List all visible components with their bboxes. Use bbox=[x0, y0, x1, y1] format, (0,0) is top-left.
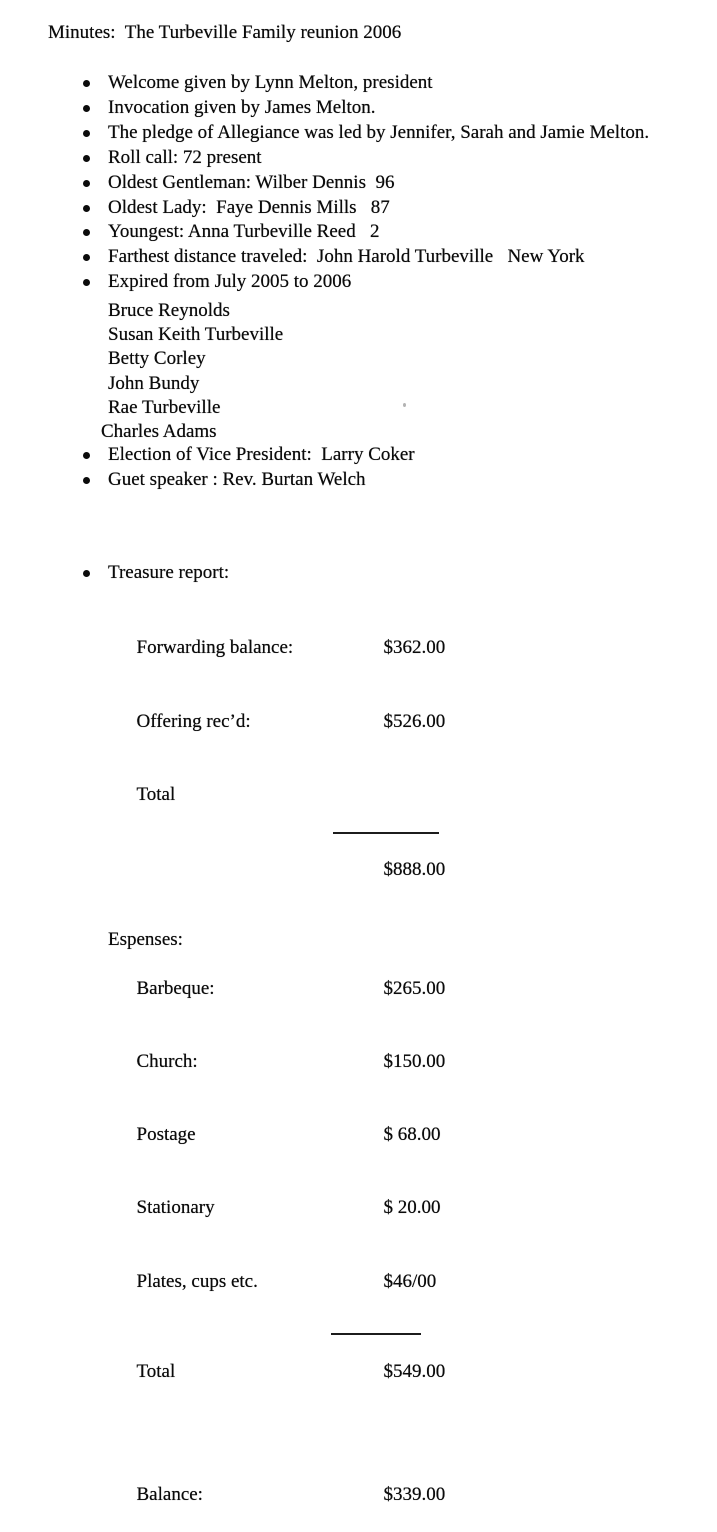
treasure-report bbox=[108, 612, 668, 1532]
row-amount: $46/00 bbox=[383, 1270, 437, 1292]
row-amount: $362.00 bbox=[383, 637, 446, 659]
bullet-item-expired: Expired from July 2005 to 2006 bbox=[0, 270, 717, 295]
report-row-offering bbox=[108, 685, 668, 758]
report-row-forwarding-balance bbox=[108, 612, 668, 685]
minutes-bullet-list bbox=[0, 71, 717, 295]
row-label: Forwarding balance: bbox=[136, 637, 294, 659]
row-label: Plates, cups etc. bbox=[136, 1270, 258, 1292]
expired-names-list bbox=[101, 299, 284, 444]
bullet-item-vice-president: Election of Vice President: Larry Coker bbox=[0, 443, 717, 468]
bullet-item-roll-call: Roll call: 72 present bbox=[0, 146, 717, 171]
report-row-balance bbox=[108, 1459, 668, 1532]
expired-name: Charles Adams bbox=[101, 421, 217, 443]
row-label: Offering rec’d: bbox=[136, 710, 251, 732]
bullet-item-oldest-gentleman: Oldest Gentleman: Wilber Dennis 96 bbox=[0, 171, 717, 196]
row-amount: $265.00 bbox=[383, 977, 446, 999]
report-row-postage bbox=[108, 1099, 668, 1172]
row-label: Barbeque: bbox=[136, 977, 215, 999]
report-row-church bbox=[108, 1026, 668, 1099]
row-label: Church: bbox=[136, 1050, 198, 1072]
bullet-item-guest-speaker: Guet speaker : Rev. Burtan Welch bbox=[0, 468, 717, 493]
row-amount: $ 20.00 bbox=[383, 1197, 441, 1219]
bullet-item-welcome: Welcome given by Lynn Melton, president bbox=[0, 71, 717, 96]
expired-name: Rae Turbeville bbox=[108, 396, 221, 418]
report-row-plates-cups bbox=[108, 1245, 668, 1318]
expired-name: John Bundy bbox=[108, 372, 200, 394]
row-amount: $ 68.00 bbox=[383, 1124, 441, 1146]
row-label: Stationary bbox=[136, 1197, 215, 1219]
report-row-barbeque bbox=[108, 952, 668, 1025]
row-label: Total bbox=[136, 1360, 176, 1382]
expenses-total-amount: $549.00 bbox=[383, 1360, 446, 1382]
report-row-income-total bbox=[108, 834, 668, 907]
row-label: Balance: bbox=[136, 1484, 203, 1505]
expired-name: Bruce Reynolds bbox=[108, 300, 230, 321]
balance-amount: $339.00 bbox=[383, 1484, 446, 1505]
bullet-item-farthest-distance: Farthest distance traveled: John Harold Turbeville New York bbox=[0, 245, 717, 270]
report-row-expenses-total bbox=[108, 1335, 668, 1408]
bullet-item-pledge: The pledge of Allegiance was led by Jennifer, Sarah and Jamie Melton. bbox=[0, 121, 717, 146]
expenses-heading: Espenses: bbox=[108, 928, 183, 950]
row-label: Postage bbox=[136, 1124, 196, 1146]
expired-name: Susan Keith Turbeville bbox=[108, 324, 284, 346]
report-row-stationary bbox=[108, 1172, 668, 1245]
bullet-item-treasure-report: Treasure report: bbox=[0, 561, 717, 586]
row-label: Total bbox=[136, 783, 176, 805]
officers-bullet-list bbox=[0, 443, 717, 493]
scan-speck-artifact bbox=[403, 403, 406, 407]
income-total-amount: $888.00 bbox=[383, 859, 446, 881]
bullet-item-invocation: Invocation given by James Melton. bbox=[0, 96, 717, 121]
row-amount: $150.00 bbox=[383, 1050, 446, 1072]
row-amount: $526.00 bbox=[383, 710, 446, 732]
bullet-item-youngest: Youngest: Anna Turbeville Reed 2 bbox=[0, 220, 717, 245]
bullet-item-oldest-lady: Oldest Lady: Faye Dennis Mills 87 bbox=[0, 196, 717, 221]
report-row-income-total-label bbox=[108, 758, 668, 831]
expired-name: Betty Corley bbox=[108, 348, 206, 370]
page-title: Minutes: The Turbeville Family reunion 2006 bbox=[48, 22, 402, 43]
treasure-bullet-list bbox=[0, 561, 717, 586]
